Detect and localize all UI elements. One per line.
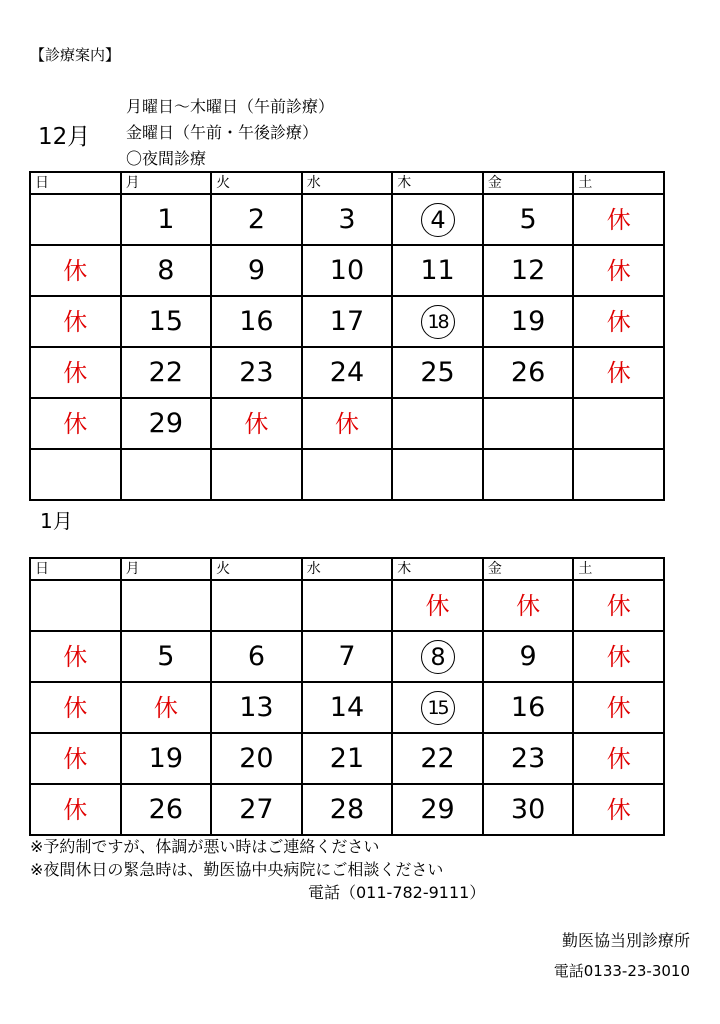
calendar-week-row: [30, 449, 664, 500]
closed-day-cell: [483, 580, 574, 631]
legend-weekday-hours: 月曜日～木曜日（午前診療）: [126, 97, 335, 116]
closed-day-mark: 休: [606, 745, 631, 773]
closed-day-cell: [573, 580, 664, 631]
calendar-day-cell: 19: [483, 296, 574, 347]
closed-day-cell: [30, 631, 121, 682]
closed-day-mark: 休: [606, 592, 631, 620]
closed-day-mark: 休: [63, 643, 88, 671]
weekday-header: 月: [121, 558, 212, 580]
note-reservation: ※予約制ですが、体調が悪い時はご連絡ください: [30, 837, 380, 856]
closed-day-cell: [211, 398, 302, 449]
calendar-week-row: [30, 733, 664, 784]
night-clinic-day-number: 8: [421, 640, 455, 674]
calendar-empty-cell: [483, 449, 574, 500]
closed-day-mark: 休: [63, 410, 88, 438]
calendar-day-cell: 12: [483, 245, 574, 296]
calendar-day-cell: 16: [211, 296, 302, 347]
calendar-day-cell: 21: [302, 733, 393, 784]
calendar-empty-cell: [211, 580, 302, 631]
closed-day-cell: [30, 398, 121, 449]
closed-day-cell: [30, 733, 121, 784]
calendar-day-cell: 23: [483, 733, 574, 784]
weekday-header: 土: [573, 172, 664, 194]
calendar-empty-cell: [302, 580, 393, 631]
calendar-day-cell: 16: [483, 682, 574, 733]
night-clinic-day-cell: [392, 296, 483, 347]
weekday-header: 日: [30, 172, 121, 194]
calendar-day-cell: 2: [211, 194, 302, 245]
calendar-empty-cell: [483, 398, 574, 449]
weekday-header: 土: [573, 558, 664, 580]
calendar-day-cell: 9: [211, 245, 302, 296]
calendar-week-row: [30, 631, 664, 682]
calendar-day-cell: 3: [302, 194, 393, 245]
note-emergency: ※夜間休日の緊急時は、勤医協中央病院にご相談ください: [30, 860, 444, 879]
calendar-day-cell: 27: [211, 784, 302, 835]
page-title: 【診療案内】: [30, 46, 121, 64]
calendar-day-cell: 7: [302, 631, 393, 682]
weekday-header-row: [30, 558, 664, 580]
calendar-week-row: [30, 296, 664, 347]
closed-day-cell: [573, 682, 664, 733]
weekday-header: 月: [121, 172, 212, 194]
calendar-empty-cell: [30, 449, 121, 500]
calendar-week-row: [30, 347, 664, 398]
calendar-day-cell: 26: [121, 784, 212, 835]
calendar-empty-cell: [573, 398, 664, 449]
closed-day-cell: [392, 580, 483, 631]
clinic-phone: 電話0133-23-3010: [553, 962, 690, 980]
weekday-header: 金: [483, 558, 574, 580]
night-clinic-day-cell: [392, 194, 483, 245]
emergency-phone: 電話（011-782-9111）: [308, 883, 486, 902]
calendar-empty-cell: [211, 449, 302, 500]
calendar-empty-cell: [30, 580, 121, 631]
calendar-day-cell: 17: [302, 296, 393, 347]
closed-day-cell: [302, 398, 393, 449]
calendar-week-row: [30, 398, 664, 449]
closed-day-cell: [30, 347, 121, 398]
calendar-day-cell: 28: [302, 784, 393, 835]
closed-day-mark: 休: [606, 359, 631, 387]
closed-day-mark: 休: [244, 410, 269, 438]
calendar-day-cell: 8: [121, 245, 212, 296]
legend-friday-hours: 金曜日（午前・午後診療）: [126, 123, 319, 142]
closed-day-cell: [573, 245, 664, 296]
night-clinic-day-number: 18: [421, 305, 455, 339]
closed-day-mark: 休: [606, 206, 631, 234]
month-label-january: 1月: [40, 509, 73, 533]
calendar-empty-cell: [30, 194, 121, 245]
calendar-week-row: [30, 194, 664, 245]
calendar-day-cell: 13: [211, 682, 302, 733]
closed-day-mark: 休: [334, 410, 359, 438]
closed-day-cell: [573, 784, 664, 835]
calendar-day-cell: 29: [121, 398, 212, 449]
calendar-day-cell: 5: [483, 194, 574, 245]
weekday-header: 火: [211, 172, 302, 194]
weekday-header: 木: [392, 558, 483, 580]
calendar-day-cell: 10: [302, 245, 393, 296]
weekday-header-row: [30, 172, 664, 194]
calendar-day-cell: 19: [121, 733, 212, 784]
calendar-day-cell: 23: [211, 347, 302, 398]
weekday-header: 日: [30, 558, 121, 580]
weekday-header: 金: [483, 172, 574, 194]
calendar-day-cell: 22: [121, 347, 212, 398]
closed-day-cell: [573, 194, 664, 245]
closed-day-cell: [573, 733, 664, 784]
closed-day-mark: 休: [606, 308, 631, 336]
calendar-week-row: [30, 784, 664, 835]
closed-day-cell: [573, 347, 664, 398]
calendar-day-cell: 22: [392, 733, 483, 784]
closed-day-mark: 休: [153, 694, 178, 722]
calendar-day-cell: 30: [483, 784, 574, 835]
calendar-day-cell: 14: [302, 682, 393, 733]
calendar-day-cell: 6: [211, 631, 302, 682]
calendar-december: [29, 171, 665, 501]
calendar-day-cell: 15: [121, 296, 212, 347]
calendar-empty-cell: [121, 580, 212, 631]
calendar-day-cell: 20: [211, 733, 302, 784]
closed-day-mark: 休: [63, 359, 88, 387]
calendar-day-cell: 1: [121, 194, 212, 245]
calendar-empty-cell: [121, 449, 212, 500]
legend-night-clinic: 〇夜間診療: [126, 149, 207, 168]
weekday-header: 木: [392, 172, 483, 194]
closed-day-cell: [30, 296, 121, 347]
weekday-header: 水: [302, 172, 393, 194]
night-clinic-day-number: 4: [421, 203, 455, 237]
month-label-december: 12月: [38, 124, 91, 150]
closed-day-mark: 休: [606, 643, 631, 671]
closed-day-mark: 休: [425, 592, 450, 620]
clinic-name: 勤医協当別診療所: [561, 931, 690, 950]
closed-day-cell: [121, 682, 212, 733]
closed-day-cell: [573, 296, 664, 347]
night-clinic-day-number: 15: [421, 691, 455, 725]
weekday-header: 火: [211, 558, 302, 580]
calendar-day-cell: 26: [483, 347, 574, 398]
calendar-day-cell: 9: [483, 631, 574, 682]
closed-day-mark: 休: [606, 694, 631, 722]
closed-day-mark: 休: [63, 257, 88, 285]
calendar-empty-cell: [392, 449, 483, 500]
closed-day-mark: 休: [63, 308, 88, 336]
calendar-day-cell: 29: [392, 784, 483, 835]
closed-day-cell: [573, 631, 664, 682]
calendar-week-row: [30, 245, 664, 296]
closed-day-mark: 休: [63, 694, 88, 722]
calendar-day-cell: 25: [392, 347, 483, 398]
closed-day-cell: [30, 245, 121, 296]
closed-day-mark: 休: [606, 257, 631, 285]
calendar-january: [29, 557, 665, 836]
calendar-empty-cell: [392, 398, 483, 449]
closed-day-mark: 休: [516, 592, 541, 620]
night-clinic-day-cell: [392, 682, 483, 733]
night-clinic-day-cell: [392, 631, 483, 682]
weekday-header: 水: [302, 558, 393, 580]
calendar-empty-cell: [573, 449, 664, 500]
closed-day-mark: 休: [63, 745, 88, 773]
calendar-day-cell: 24: [302, 347, 393, 398]
calendar-day-cell: 11: [392, 245, 483, 296]
closed-day-mark: 休: [63, 796, 88, 824]
closed-day-cell: [30, 682, 121, 733]
closed-day-mark: 休: [606, 796, 631, 824]
calendar-week-row: [30, 580, 664, 631]
calendar-empty-cell: [302, 449, 393, 500]
calendar-week-row: [30, 682, 664, 733]
calendar-day-cell: 5: [121, 631, 212, 682]
closed-day-cell: [30, 784, 121, 835]
